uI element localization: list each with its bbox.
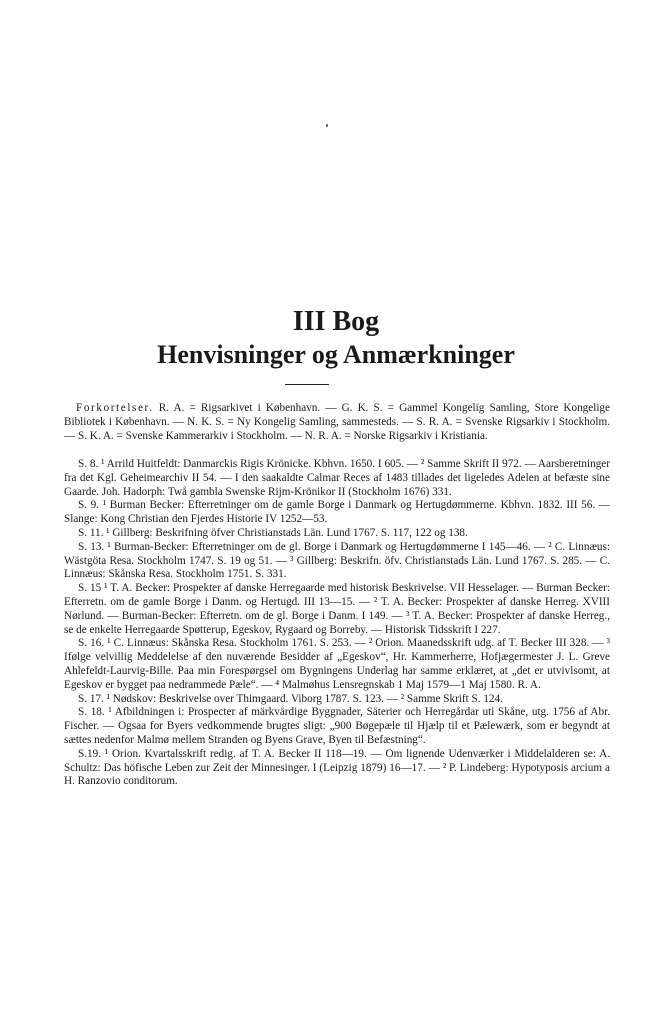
notes-section <box>64 458 610 789</box>
note-paragraph: S. 13. ¹ Burman-Becker: Efterretninger om de gl. Borge i Danmark og Hertugdømmerne I 145—46. — ² C. Linnæus: Wästgöta Resa. Stockholm 1747. S. 19 og 51. — ³ Gillberg: Beskrifn. öfv. Christianstads Län. Lund 1767. S. 285. — C. Linnæus: Skånska Resa. Stockholm 1751. S. 331. <box>64 540 610 581</box>
note-paragraph: S. 18. ¹ Afbildningen i: Prospecter af märkvärdige Byggnader, Säterier och Herregårdar uti Skåne, utg. 1756 af Abr. Fischer. — Ogsaa for Byers vedkommende brugtes sligt: „900 Bøgepæle til Hjælp til et Pælewærk, som er begyndt at sættes nedenfor Malmø mellem Stranden og Byens Grave, Byen til Befæstning“. <box>64 706 610 746</box>
note-paragraph: S. 17. ¹ Nødskov: Beskrivelse over Thimgaard. Viborg 1787. S. 123. — ² Samme Skrift S. 124. <box>78 692 503 705</box>
page-title: Henvisninger og Anmærkninger <box>157 340 515 369</box>
note-paragraph: S.19. ¹ Orion. Kvartalsskrift redig. af T. A. Becker II 118—19. — Om lignende Udenværker i Middelalderen se: A. Schultz: Das höfische Leben zur Zeit der Minnesinger. I (Leipzig 1879) 16—17. — ² P. Lindeberg: Hypotyposis arcium a H. Ranzovio conditorum. <box>64 747 610 788</box>
print-speck <box>326 124 328 127</box>
note-paragraph: S. 11. ¹ Gillberg: Beskrifning öfver Christianstads Län. Lund 1767. S. 117, 122 og 138. <box>78 526 468 539</box>
abbreviations-label: Forkortelser. <box>76 402 154 414</box>
title-divider <box>285 384 329 385</box>
book-heading: III Bog <box>292 306 380 337</box>
note-paragraph: S. 16. ¹ C. Linnæus: Skånska Resa. Stockholm 1761. S. 253. — ² Orion. Maanedsskrift udg. af T. Becker III 328. — ³ Ifølge velvillig Meddelelse af den nuværende Besidder af „Egeskov“, Hr. Kammerherre, Hofjægermester J. L. Greve Ahlefeldt-Laurvig-Bille. Paa min Forespørgsel om Bygningens Underlag har samme erklæret, at „det er utvivlsomt, at Egeskov er bygget paa nedrammede Pæle“. — ⁴ Malmøhus Lensregnskab 1 Maj 1579—1 Maj 1580. R. A. <box>64 637 610 691</box>
abbreviations-paragraph <box>64 402 610 443</box>
note-paragraph: S. 9. ¹ Burman Becker: Efterretninger om de gamle Borge i Danmark og Hertugdømmerne. Kbhvn. 1832. III 56. — Slange: Kong Christian den Fjerdes Historie IV 1252—53. <box>64 499 610 526</box>
note-paragraph: S. 15 ¹ T. A. Becker: Prospekter af danske Herregaarde med historisk Beskrivelse. VII Hesselager. — Burman Becker: Efterretn. om de gamle Borge i Danm. og Hertugd. III 13—15. — ² T. A. Becker: Prospekter af danske Herreg. XVIII Nørlund. — Burman-Becker: Efterretn. om de gl. Borge i Danm. I 149. — ³ T. A. Becker: Prospekter af danske Herreg., se de enkelte Herregaarde Spøtterup, Egeskov, Rygaard og Borreby. — Historisk Tidsskrift I 227. <box>64 582 610 636</box>
abbreviations-text: R. A. = Rigsarkivet i København. — G. K. S. = Gammel Kongelig Samling, Store Kongelige Bibliotek i København. — N. K. S. = Ny Kongelig Samling, sammesteds. — S. R. A. = Svenske Rigsarkiv i Stockholm. — S. K. A. = Svenske Kammerarkiv i Stockholm. — N. R. A. = Norske Rigsarkiv i Kristiania. <box>64 402 610 442</box>
note-paragraph: S. 8. ¹ Arrild Huitfeldt: Danmarckis Rigis Krönicke. Kbhvn. 1650. I 605. — ² Samme Skrift II 972. — Aarsberetninger fra det Kgl. Geheimearchiv II 54. — I den saakaldte Calmar Reces af 1483 tillades det ligeledes Adelen at befæste sine Gaarde. Joh. Hadorph: Twå gambla Swenske Rijm-Krönikor II (Stockholm 1676) 331. <box>64 458 610 498</box>
abbreviations-section <box>64 402 610 443</box>
